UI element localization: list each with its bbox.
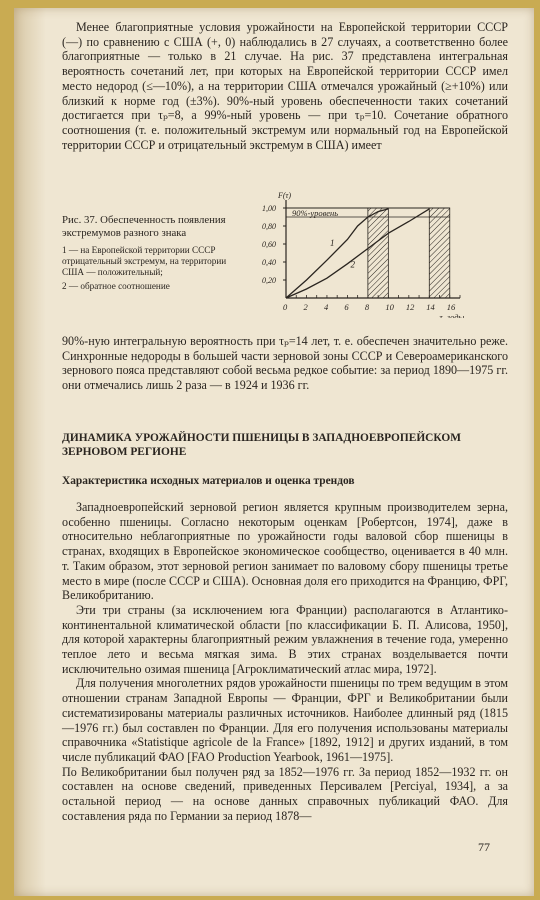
y-tick-label: 0,60 xyxy=(262,240,276,249)
y-tick-label: 0,40 xyxy=(262,258,276,267)
subsection-heading: Характеристика исходных материалов и оценка трендов xyxy=(62,475,355,487)
x-tick-label: 6 xyxy=(344,302,349,312)
paragraph-1: Западноевропейский зерновой регион является крупным производителем зерна, особенно пшеницы. Согласно некоторым оценкам [Робертсон, 1974], даже в относительно неблагоприятные по урожайности годы валовой сбор пшеницы в странах, входящих в Европейское экономическое сообщество, оценивается в 40 млн. т. Таким образом, этот зерновой регион занимает по валовому сбору пшеницы третье место в мире (после СССР и США). Основная доля его приходится на Францию, ФРГ, Великобританию. xyxy=(62,500,508,603)
continuation-text: 90%-ную интегральную вероятность при τₚ=14 лет, т. е. обеспечен значительно реже. Синхронные недороды в большей части зерновой зоны СССР и Североамериканского зернового пояса представляют собой весьма редкое событие: за период 1890—1975 гг. они отмечались лишь 2 раза — в 1924 и 1936 гг. xyxy=(62,334,508,393)
continuation-paragraph xyxy=(62,334,508,393)
curve-label-1: 1 xyxy=(330,237,335,248)
level-label: 90%-уровень xyxy=(292,208,339,218)
paragraph-3: Для получения многолетних рядов урожайности пшеницы по трем ведущим в этом отношении странам Западной Европы — Франции, ФРГ и Великобритании были систематизированы материалы различных источников. Наиболее длинный ряд (1815—1976 гг.) был составлен по Франции. Для его получения использованы материалы справочника «Statistique agricole de la France» [1892, 1912] и других изданий, в том числе публикаций ФАО [FAO Production Yearbook, 1961—1975]. xyxy=(62,676,508,764)
paragraph-4: По Великобритании был получен ряд за 1852—1976 гг. За период 1852—1932 гг. он составлен на основе сведений, приведенных Персивалем [Perciyal, 1934], а за остальной период — на основе данных справочных публикаций ФАО. Для составления ряда по Германии за период 1878— xyxy=(62,764,508,823)
y-tick-label: 0,80 xyxy=(262,222,276,231)
x-tick-label: 14 xyxy=(426,302,435,312)
y-tick-label: 1,00 xyxy=(262,204,276,213)
body-text xyxy=(62,500,508,823)
y-axis-label: F(τ) xyxy=(278,191,292,200)
x-tick-label: 0 xyxy=(283,302,288,312)
page-edge-shading xyxy=(14,8,46,896)
figure-caption xyxy=(62,214,228,292)
hatched-interval-2 xyxy=(429,208,449,298)
page-number: 77 xyxy=(478,840,490,854)
x-axis-label: τ, годы xyxy=(439,312,465,318)
legend-item-1: 1 — на Европейской территории СССР отрицательный экстремум, на территории США — положительный; xyxy=(62,245,227,278)
legend-item-2: 2 — обратное соотношение xyxy=(62,281,170,292)
x-tick-label: 4 xyxy=(323,302,329,312)
intro-text: Менее благоприятные условия урожайности на Европейской территории СССР (—) по сравнению с США (+, 0) наблюдались в 27 случаях, а соответственно более благоприятные — только в 21 случае. На рис. 37 представлена интегральная вероятность сочетаний лет, при которых на Европейской территории СССР имел место недород (≤—10%), а на территории США отмечался урожайный (≥+10%) или близкий к норме год (±3%). 90%-ный уровень обеспеченности таких сочетаний достигается при τₚ=8, а 99%-ный уровень — при τₚ=10. Сочетание обратного соотношения (т. е. положительный экстремум или нормальный год на Европейской территории СССР и отрицательный экстремум в США) имеет xyxy=(62,20,508,152)
paragraph-2: Эти три страны (за исключением юга Франции) располагаются в Атлантико-континентальной климатической области [по классификации Б. П. Алисова, 1950], для которой характерны благоприятный режим увлажнения в течение года, умеренно теплое лето и весьма мягкая зима. В этих странах возделывается почти исключительно озимая пшеница [Агроклиматический атлас мира, 1972]. xyxy=(62,602,508,676)
x-tick-label: 8 xyxy=(364,302,370,312)
x-tick-label: 2 xyxy=(303,302,308,312)
probability-chart xyxy=(238,188,468,318)
y-tick-label: 0,20 xyxy=(262,276,276,285)
x-tick-label: 12 xyxy=(405,302,415,312)
x-tick-label: 10 xyxy=(385,302,394,312)
hatched-interval-1 xyxy=(368,208,388,298)
curve-2 xyxy=(286,209,429,298)
section-heading: ДИНАМИКА УРОЖАЙНОСТИ ПШЕНИЦЫ В ЗАПАДНОЕВРОПЕЙСКОМ ЗЕРНОВОМ РЕГИОНЕ xyxy=(62,432,461,458)
curve-label-2: 2 xyxy=(350,259,355,270)
x-tick-label: 16 xyxy=(446,302,456,312)
figure-37 xyxy=(238,188,468,318)
intro-paragraph xyxy=(62,20,508,152)
caption-title: Рис. 37. Обеспеченность появления экстремумов разного знака xyxy=(62,214,226,239)
